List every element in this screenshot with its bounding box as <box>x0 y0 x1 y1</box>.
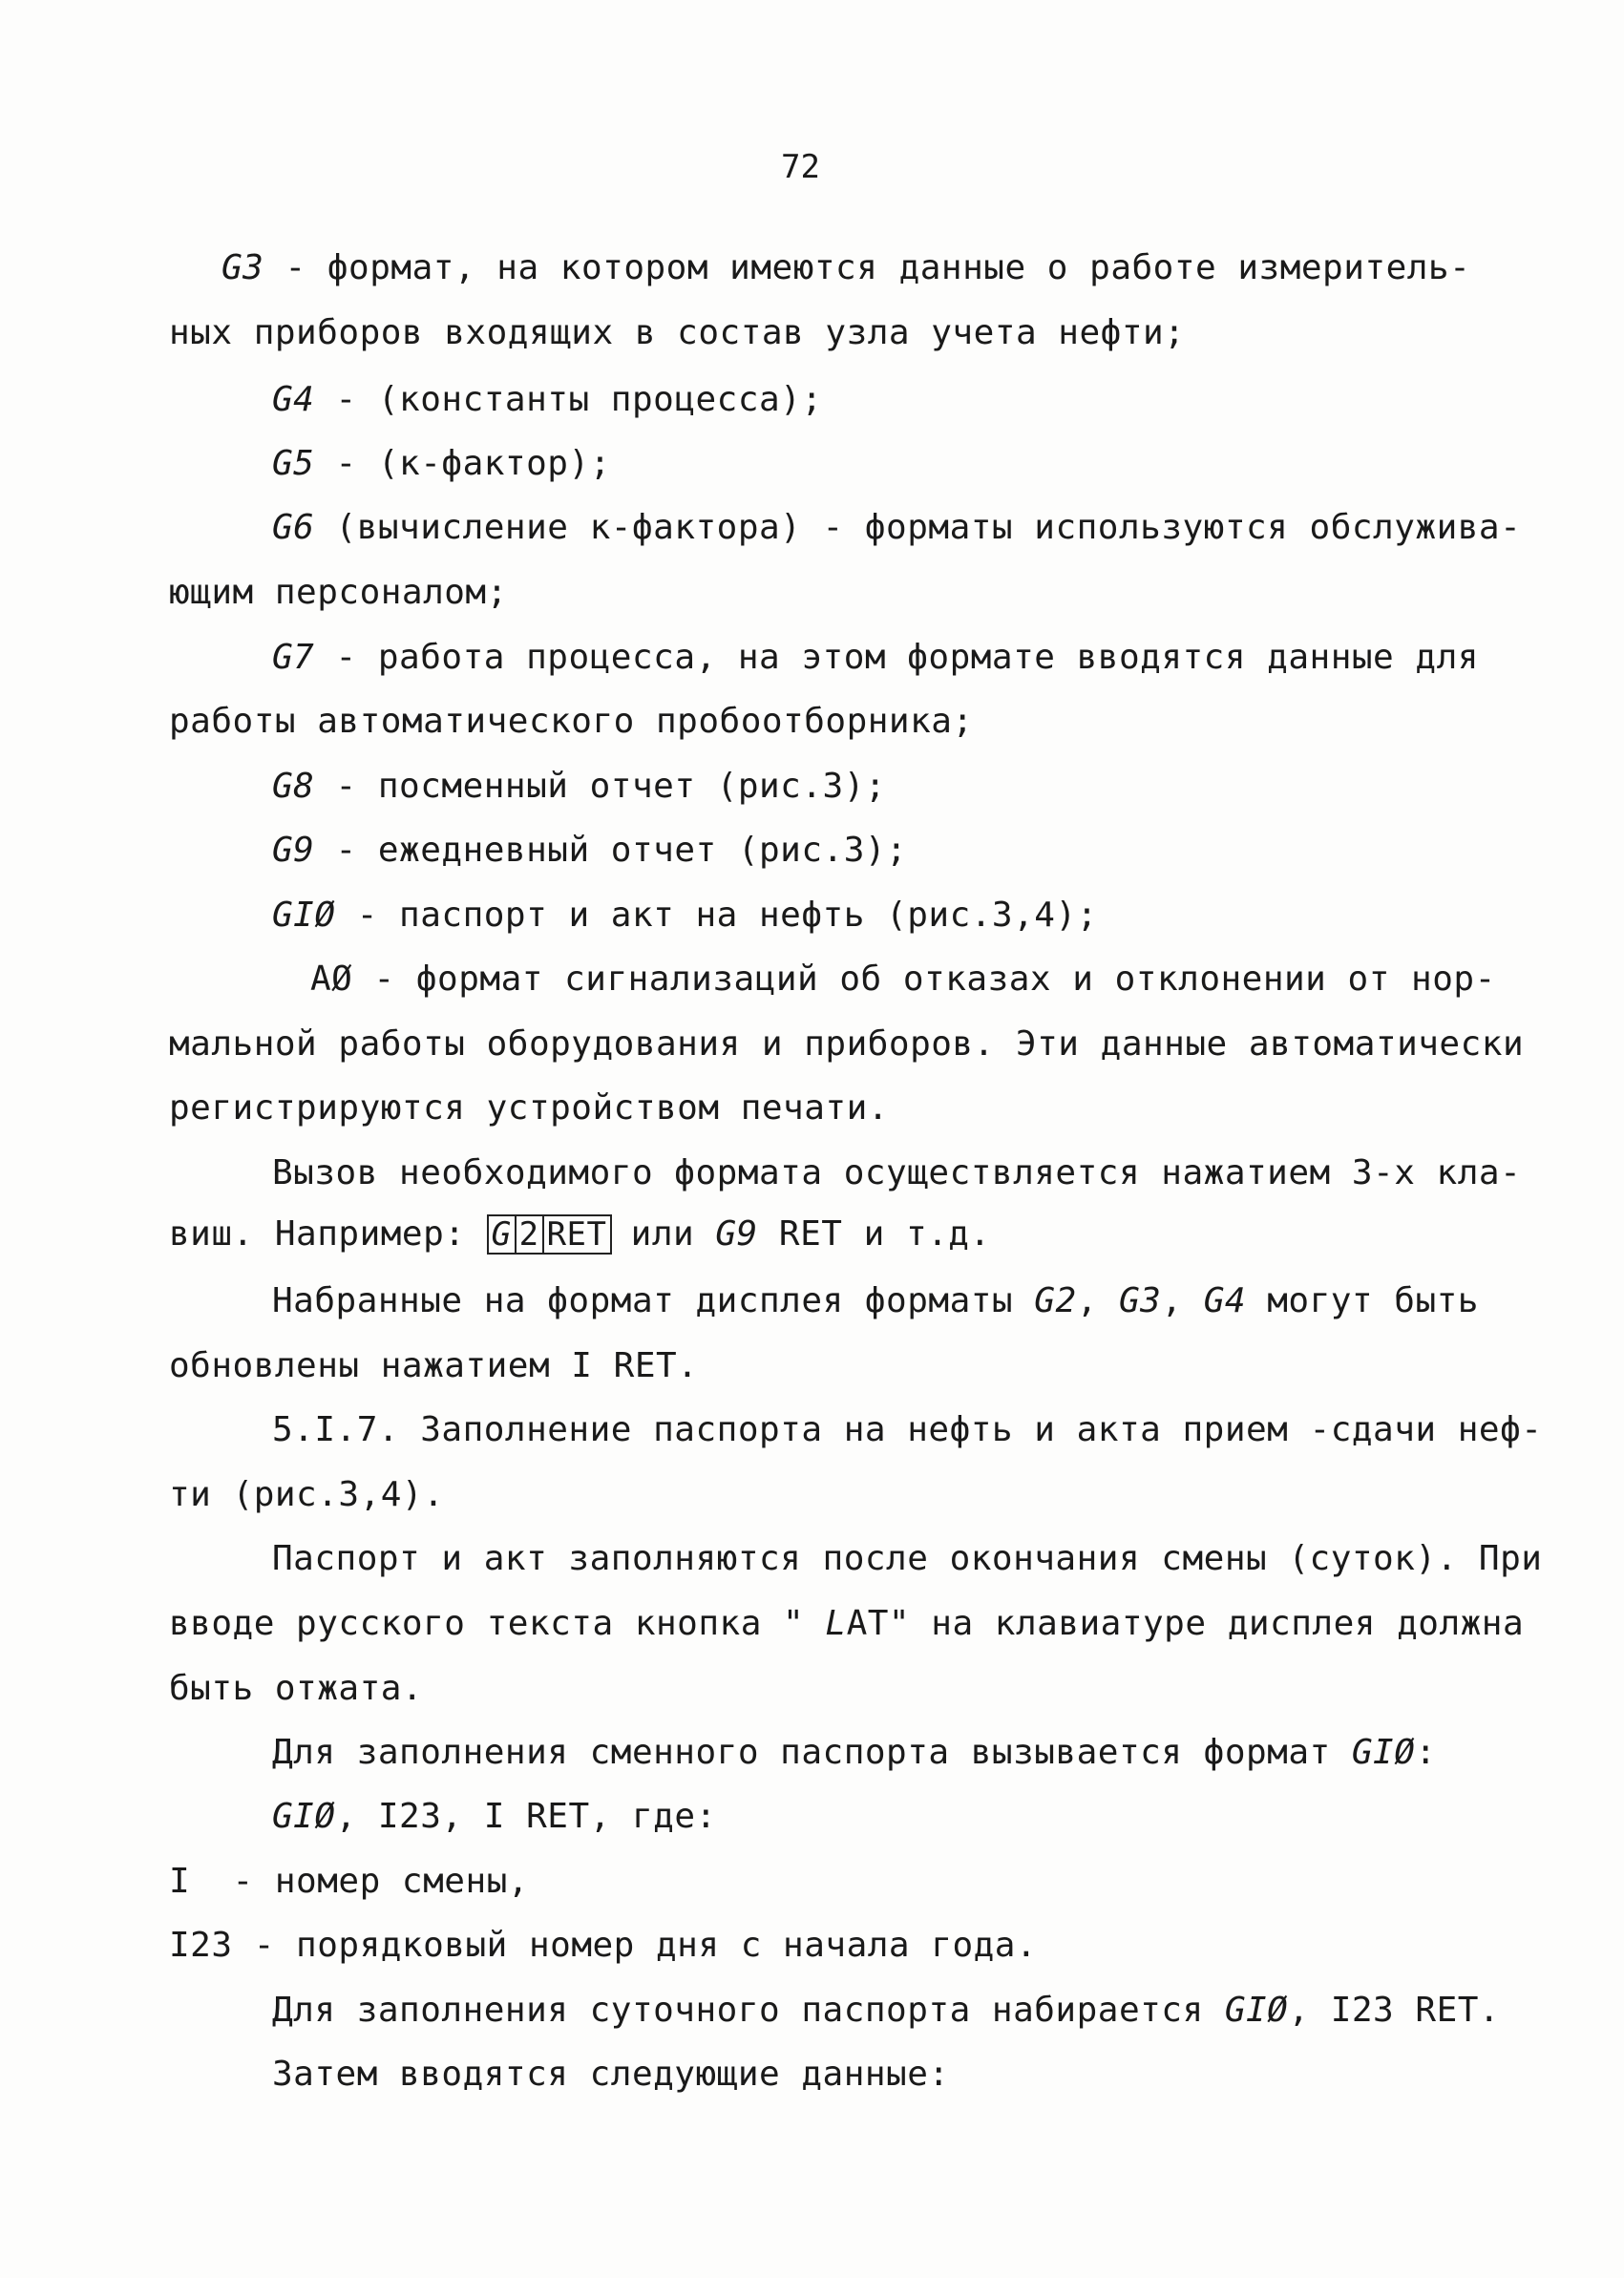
term: I23 <box>169 1926 233 1965</box>
command-example <box>272 1797 717 1836</box>
text: - формат, на котором имеются данные о работе измеритель- <box>264 248 1471 287</box>
format-code: G9 <box>272 831 315 870</box>
key-2: 2 <box>515 1214 544 1255</box>
text: Для заполнения суточного паспорта набирается <box>272 1991 1225 2030</box>
definition-shift <box>169 1862 529 1901</box>
section-heading-line-1: 5.I.7. Заполнение паспорта на нефть и акта прием -сдачи неф- <box>272 1410 1543 1449</box>
format-code: G3 <box>221 248 264 287</box>
text: вводе русского текста кнопка " <box>169 1604 826 1643</box>
paragraph-g9 <box>272 831 907 870</box>
definition: - номер смены, <box>190 1862 529 1901</box>
paragraph-daily-passport <box>272 1991 1500 2030</box>
format-code: GIØ <box>272 1797 336 1836</box>
format-code: GIØ <box>1224 1991 1289 2030</box>
text: (вычисление к-фактора) - форматы используются обслужива- <box>314 508 1522 547</box>
text: : <box>1415 1733 1437 1772</box>
format-code: G4 <box>1203 1281 1247 1320</box>
text: - (константы процесса); <box>314 380 823 419</box>
definition: - порядковый номер дня с начала года. <box>232 1926 1038 1965</box>
paragraph-call-line-2 <box>169 1214 991 1255</box>
text: , <box>1076 1281 1119 1320</box>
text: - ежедневный отчет (рис.3); <box>314 831 908 870</box>
paragraph-g6-line-1 <box>272 508 1521 547</box>
paragraph-shift-passport <box>272 1733 1437 1772</box>
paragraph-g7-line-1 <box>272 638 1479 677</box>
text: , I23, I RET, где: <box>335 1797 717 1836</box>
format-code: G2 <box>1034 1281 1077 1320</box>
text: Набранные на формат дисплея форматы <box>272 1281 1035 1320</box>
paragraph-g6-line-2: ющим персоналом; <box>169 573 508 612</box>
paragraph-a0-line-2: мальной работы оборудования и приборов. Эти данные автоматически <box>169 1024 1525 1064</box>
format-code: GIØ <box>1351 1733 1416 1772</box>
page-number: 72 <box>781 148 820 186</box>
format-code: AØ <box>310 960 353 999</box>
paragraph-update-line-1 <box>272 1281 1479 1320</box>
text: - формат сигнализаций об отказах и отклонении от нор- <box>352 960 1496 999</box>
text: или <box>609 1214 716 1254</box>
text: , <box>1161 1281 1204 1320</box>
paragraph-g10 <box>272 896 1098 935</box>
paragraph-g3-line-1 <box>221 248 1470 287</box>
text: - паспорт и акт на нефть (рис.3,4); <box>335 896 1098 935</box>
definition-day <box>169 1926 1037 1965</box>
key-ret: RET <box>542 1214 612 1255</box>
text: AT" на клавиатуре дисплея должна <box>846 1604 1525 1643</box>
format-code: G8 <box>272 767 315 806</box>
paragraph-a0-line-3: регистрируются устройством печати. <box>169 1088 889 1128</box>
term: I <box>169 1862 191 1901</box>
format-code: G3 <box>1118 1281 1162 1320</box>
text: , I23 RET. <box>1288 1991 1501 2030</box>
paragraph-following-data: Затем вводятся следующие данные: <box>272 2055 950 2094</box>
text: Для заполнения сменного паспорта вызывается формат <box>272 1733 1352 1772</box>
paragraph-update-line-2: обновлены нажатием I RET. <box>169 1346 699 1385</box>
text: L <box>825 1604 847 1643</box>
format-code: G6 <box>272 508 315 547</box>
paragraph-g8 <box>272 767 886 806</box>
paragraph-g4 <box>272 380 823 419</box>
format-code: G9 <box>715 1214 758 1254</box>
paragraph-passport-line-2 <box>169 1604 1524 1643</box>
format-code: GIØ <box>272 896 336 935</box>
text: - посменный отчет (рис.3); <box>314 767 887 806</box>
paragraph-a0-line-1 <box>310 960 1496 999</box>
text: RET и т.д. <box>757 1214 991 1254</box>
paragraph-call-line-1: Вызов необходимого формата осуществляется нажатием 3-х кла- <box>272 1153 1522 1192</box>
paragraph-g3-line-2: ных приборов входящих в состав узла учета нефти; <box>169 313 1186 352</box>
paragraph-g7-line-2: работы автоматического пробоотборника; <box>169 702 974 741</box>
paragraph-passport-line-1: Паспорт и акт заполняются после окончания смены (суток). При <box>272 1539 1543 1578</box>
format-code: G5 <box>272 444 315 483</box>
paragraph-passport-line-3: быть отжата. <box>169 1669 424 1708</box>
format-code: G4 <box>272 380 315 419</box>
text: - (к-фактор); <box>314 444 611 483</box>
section-heading-line-2: ти (рис.3,4). <box>169 1475 445 1514</box>
format-code: G7 <box>272 638 315 677</box>
text: - работа процесса, на этом формате вводятся данные для <box>314 638 1479 677</box>
text: могут быть <box>1246 1281 1479 1320</box>
text: виш. Например: <box>169 1214 487 1254</box>
key-g: G <box>487 1214 517 1255</box>
paragraph-g5 <box>272 444 611 483</box>
